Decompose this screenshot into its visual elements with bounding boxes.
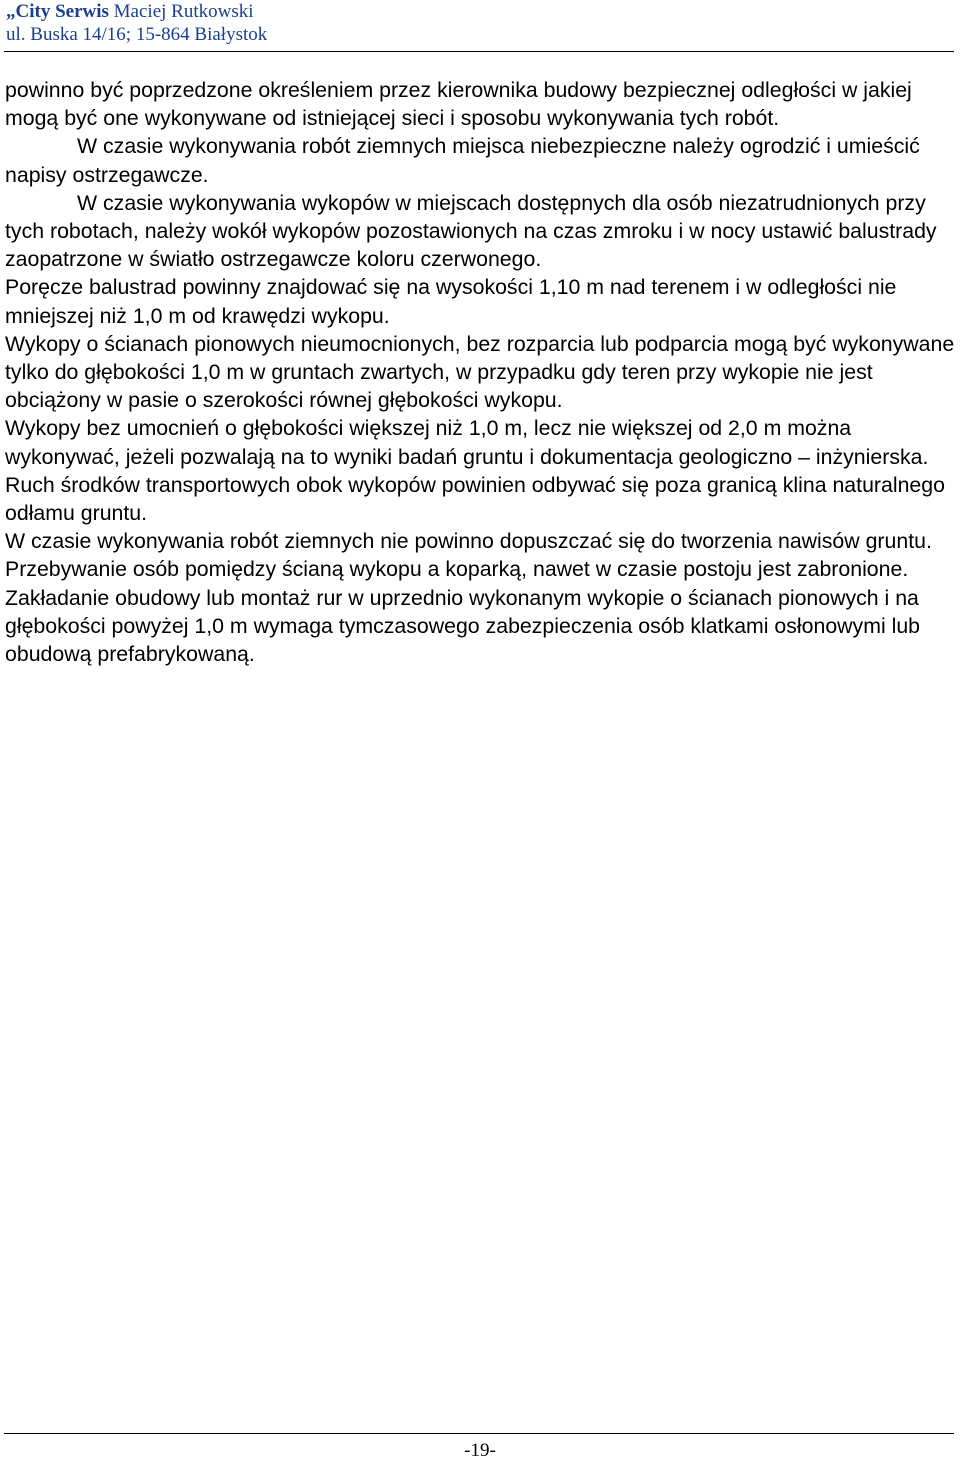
company-address: ul. Buska 14/16; 15-864 Białystok [6, 24, 268, 45]
paragraph-overhangs: W czasie wykonywania robót ziemnych nie powinno dopuszczać się do tworzenia nawisów gruntu. [5, 529, 932, 554]
document-body [5, 76, 955, 668]
company-name: „City Serwis [6, 1, 109, 22]
header-company-line [6, 0, 954, 23]
header-divider [4, 51, 954, 52]
paragraph-pipe-installation: Zakładanie obudowy lub montaż rur w uprzednio wykonanym wykopie o ścianach pionowych i na głębokości powyżej 1,0 m wymaga tymczasowego zabezpieczenia osób klatkami osłonowymi lub obudową prefabrykowaną. [5, 585, 921, 667]
paragraph-transport: Ruch środków transportowych obok wykopów powinien odbywać się poza granicą klina naturalnego odłamu gruntu. [5, 472, 945, 526]
paragraph-fencing: W czasie wykonywania robót ziemnych miejsca niebezpieczne należy ogrodzić i umieścić napisy ostrzegawcze. [5, 134, 920, 187]
person-name: Maciej Rutkowski [108, 1, 254, 22]
paragraph-excavator: Przebywanie osób pomiędzy ścianą wykopu a koparką, nawet w czasie postoju jest zabronione. [5, 557, 909, 582]
paragraph-continuation: powinno być poprzedzone określeniem przez kierownika budowy bezpiecznej odległości w jakiej mogą być one wykonywane od istniejącej sieci i sposobu wykonywania tych robót. [5, 78, 912, 131]
page-header [6, 0, 954, 46]
paragraph-barriers: W czasie wykonywania wykopów w miejscach dostępnych dla osób niezatrudnionych przy tych robotach, należy wokół wykopów pozostawionych na czas zmroku i w nocy ustawić balustrady zaopatrzone w światło ostrzegawcze koloru czerwonego. [5, 190, 937, 272]
paragraph-railings: Poręcze balustrad powinny znajdować się na wysokości 1,10 m nad terenem i w odległości nie mniejszej niż 1,0 m od krawędzi wykopu. [5, 275, 897, 328]
page-number: -19- [464, 1440, 496, 1461]
paragraph-unsupported-excavations: Wykopy bez umocnień o głębokości większej niż 1,0 m, lecz nie większej od 2,0 m można wykonywać, jeżeli pozwalają na to wyniki badań gruntu i dokumentacja geologiczno – inżynierska. [5, 416, 929, 469]
footer-divider [4, 1433, 954, 1434]
paragraph-vertical-walls: Wykopy o ścianach pionowych nieumocnionych, bez rozparcia lub podparcia mogą być wykonywane tylko do głębokości 1,0 m w gruntach zwartych, w przypadku gdy teren przy wykopie nie jest obciążony w pasie o szerokości równej głębokości wykopu. [5, 331, 955, 413]
